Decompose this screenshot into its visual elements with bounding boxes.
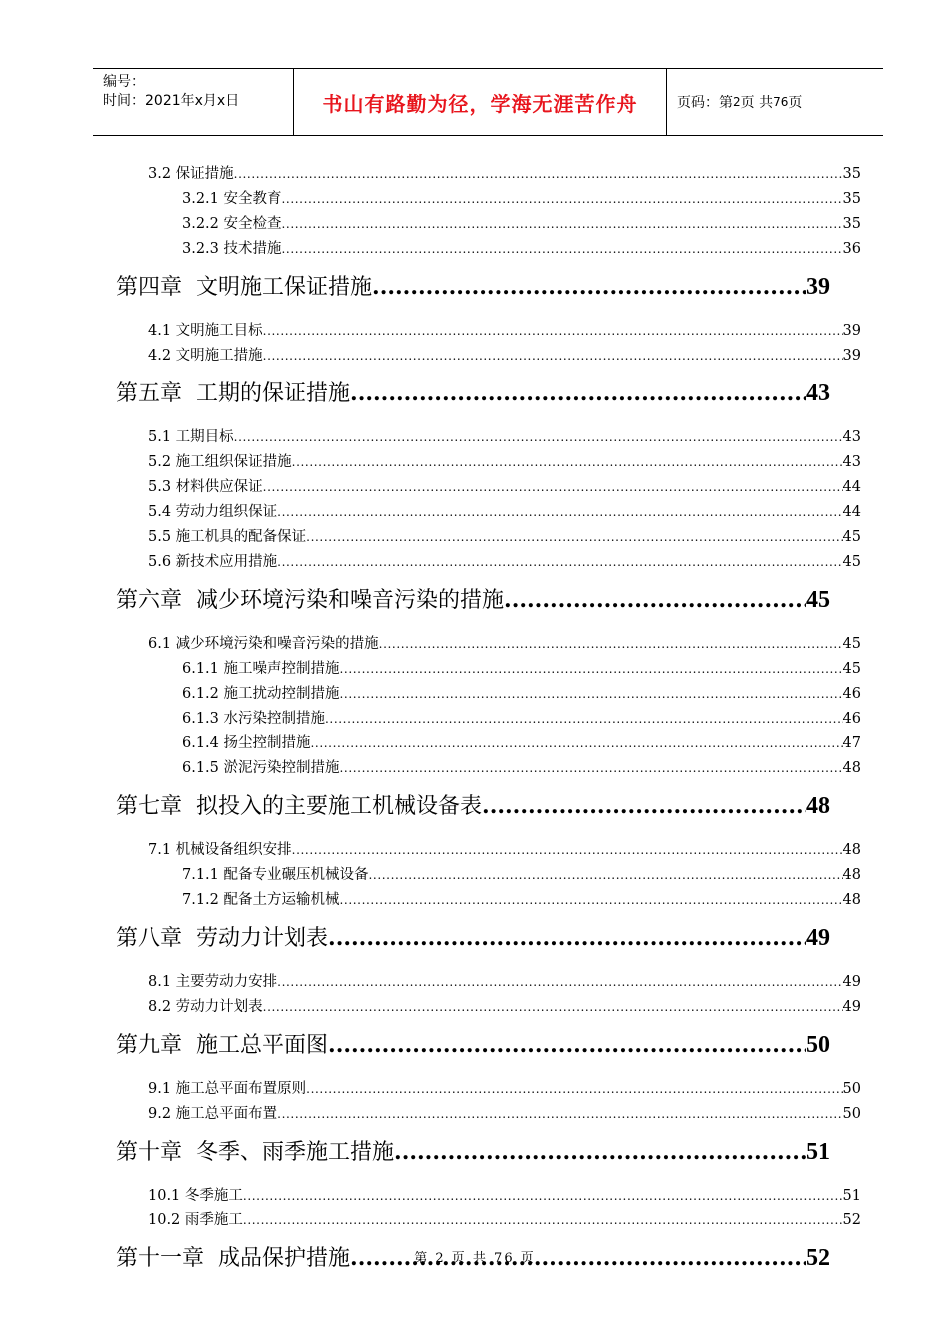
toc-dot-leader <box>282 192 843 206</box>
toc-entry-title: 7.1 机械设备组织安排 <box>148 842 292 859</box>
toc-entry-title: 3.2.2 安全检查 <box>182 215 282 232</box>
toc-page-number: 48 <box>842 867 861 884</box>
toc-entry-title: 3.2.1 安全教育 <box>182 190 282 207</box>
toc-page-number: 45 <box>842 553 861 570</box>
toc-page-number: 39 <box>806 273 830 300</box>
toc-page-number: 45 <box>842 660 861 677</box>
toc-chapter-number: 第九章 <box>116 1032 183 1058</box>
toc-entry[interactable] <box>182 863 861 883</box>
toc-entry-title: 5.1 工期目标 <box>148 429 234 446</box>
toc-chapter-number: 第七章 <box>116 794 183 820</box>
toc-entry[interactable] <box>182 212 861 232</box>
toc-entry-title: 6.1.2 施工扰动控制措施 <box>182 685 340 702</box>
toc-chapter-title: 劳动力计划表 <box>196 925 329 951</box>
toc-entry[interactable] <box>148 550 861 570</box>
toc-entry-title: 8.2 劳动力计划表 <box>148 998 263 1015</box>
toc-dot-leader <box>282 242 843 256</box>
toc-dot-leader <box>325 712 843 726</box>
toc-dot-leader <box>394 1139 806 1165</box>
toc-page-number: 43 <box>842 429 861 446</box>
toc-entry-title: 5.4 劳动力组织保证 <box>148 504 278 521</box>
toc-page-number: 50 <box>842 1105 861 1122</box>
toc-entry-title: 10.1 冬季施工 <box>148 1187 243 1204</box>
toc-page-number: 52 <box>806 1245 830 1272</box>
toc-chapter-title: 成品保护措施 <box>218 1246 351 1272</box>
toc-entry[interactable] <box>182 731 861 751</box>
toc-chapter-title: 减少环境污染和噪音污染的措施 <box>196 587 505 613</box>
page-label: 页码：第 <box>677 95 733 111</box>
toc-chapter-number: 第六章 <box>116 587 183 613</box>
toc-page-number: 50 <box>806 1031 830 1058</box>
toc-chapter-number: 第四章 <box>116 274 183 300</box>
toc-entry[interactable] <box>148 1077 861 1097</box>
header-page-info <box>667 69 883 135</box>
toc-entry[interactable] <box>148 500 861 520</box>
toc-entry[interactable] <box>148 995 861 1015</box>
toc-dot-leader <box>340 893 843 907</box>
toc-dot-leader <box>263 349 843 363</box>
toc-page-number: 49 <box>806 924 830 951</box>
toc-page-number: 35 <box>842 166 861 182</box>
toc-chapter-title: 工期的保证措施 <box>196 381 351 407</box>
toc-entry[interactable] <box>182 657 861 677</box>
toc-dot-leader <box>263 324 843 338</box>
toc-entry[interactable] <box>148 1102 861 1122</box>
toc-entry-title <box>116 789 482 819</box>
toc-entry[interactable] <box>148 162 861 182</box>
toc-page-number: 35 <box>842 215 861 232</box>
toc-dot-leader <box>504 587 806 613</box>
toc-dot-leader <box>277 505 842 519</box>
toc-entry-title: 3.2 保证措施 <box>148 166 234 182</box>
toc-entry[interactable] <box>148 838 861 858</box>
toc-dot-leader <box>243 1189 843 1203</box>
toc-dot-leader <box>243 1213 843 1227</box>
toc-entry[interactable] <box>182 888 861 908</box>
toc-entry-title: 7.1.1 配备专业碾压机械设备 <box>182 867 369 884</box>
toc-entry[interactable] <box>148 970 861 990</box>
toc-entry-title: 6.1.5 淤泥污染控制措施 <box>182 760 340 777</box>
toc-page-number: 48 <box>842 842 861 859</box>
toc-page-number: 39 <box>842 347 861 364</box>
toc-entry-title <box>116 583 504 613</box>
toc-dot-leader <box>311 736 843 750</box>
toc-dot-leader <box>369 868 843 882</box>
toc-page-number: 51 <box>806 1138 830 1165</box>
toc-dot-leader <box>328 1032 806 1058</box>
toc-page-number: 43 <box>842 454 861 471</box>
toc-entry-title: 10.2 雨季施工 <box>148 1212 243 1229</box>
toc-entry[interactable] <box>116 789 830 819</box>
toc-page-number: 49 <box>842 973 861 990</box>
toc-entry[interactable] <box>148 344 861 364</box>
toc-page-number: 45 <box>842 635 861 652</box>
toc-dot-leader <box>306 530 842 544</box>
toc-entry-title <box>116 1028 328 1058</box>
toc-page-number: 49 <box>842 998 861 1015</box>
toc-entry-title: 4.1 文明施工目标 <box>148 322 263 339</box>
toc-page-number: 51 <box>842 1187 861 1204</box>
toc-page-number: 50 <box>842 1080 861 1097</box>
toc-page-number: 45 <box>842 529 861 545</box>
toc-page-number: 48 <box>842 760 861 777</box>
toc-entry-title: 7.1.2 配备土方运输机械 <box>182 892 340 908</box>
header-meta <box>93 69 294 135</box>
toc-dot-leader <box>263 480 843 494</box>
toc-dot-leader <box>292 455 843 469</box>
toc-entry-title <box>116 1135 394 1165</box>
toc-dot-leader <box>277 555 842 569</box>
toc-dot-leader <box>282 217 843 231</box>
toc-entry-title: 5.5 施工机具的配备保证 <box>148 529 307 545</box>
toc-entry-title: 5.2 施工组织保证措施 <box>148 454 292 471</box>
toc-entry-title <box>116 921 328 951</box>
toc-entry-title: 5.3 材料供应保证 <box>148 479 263 496</box>
toc-entry[interactable] <box>116 921 830 951</box>
toc-dot-leader <box>482 793 806 819</box>
toc-entry-title: 6.1.1 施工噪声控制措施 <box>182 660 340 677</box>
toc-entry-title: 6.1 减少环境污染和噪音污染的措施 <box>148 635 379 652</box>
toc-entry-title: 9.2 施工总平面布置 <box>148 1105 278 1122</box>
toc-entry[interactable] <box>148 1208 861 1228</box>
toc-page-number: 44 <box>842 504 861 521</box>
toc-entry[interactable] <box>182 187 861 207</box>
toc-dot-leader <box>372 274 806 300</box>
toc-chapter-number: 第八章 <box>116 925 183 951</box>
toc-page-number: 52 <box>842 1212 861 1229</box>
toc-entry-title <box>116 376 350 406</box>
toc-chapter-number: 第十章 <box>116 1139 183 1165</box>
toc-page-number: 48 <box>806 793 830 820</box>
document-header <box>93 68 883 136</box>
toc-entry-title: 5.6 新技术应用措施 <box>148 553 278 570</box>
toc-dot-leader <box>350 380 806 406</box>
toc-page-number: 47 <box>842 735 861 752</box>
toc-entry[interactable] <box>148 450 861 470</box>
toc-dot-leader <box>263 1000 843 1014</box>
toc-entry[interactable] <box>148 632 861 652</box>
toc-page-number: 45 <box>806 586 830 613</box>
page-number: 2 <box>733 95 741 109</box>
toc-page-number: 39 <box>842 322 861 339</box>
toc-chapter-title: 文明施工保证措施 <box>196 274 373 300</box>
toc-page-number: 36 <box>842 240 861 257</box>
toc-chapter-title: 冬季、雨季施工措施 <box>196 1139 395 1165</box>
toc-entry-title: 4.2 文明施工措施 <box>148 347 263 364</box>
toc-dot-leader <box>328 925 806 951</box>
toc-entry[interactable] <box>148 525 861 545</box>
toc-entry[interactable] <box>116 583 830 613</box>
toc-entry[interactable] <box>182 237 861 257</box>
toc-entry-title <box>116 270 372 300</box>
toc-entry[interactable] <box>148 475 861 495</box>
toc-page-number: 44 <box>842 479 861 496</box>
toc-entry-title: 3.2.3 技术措施 <box>182 240 282 257</box>
toc-dot-leader <box>379 637 843 651</box>
toc-dot-leader <box>234 430 843 444</box>
time-label: 时间：2021年x月x日 <box>103 93 240 109</box>
toc-chapter-title: 拟投入的主要施工机械设备表 <box>196 794 483 820</box>
toc-chapter-title: 施工总平面图 <box>196 1032 329 1058</box>
toc-page-number: 48 <box>842 892 861 908</box>
toc-page-number: 43 <box>806 380 830 407</box>
toc-entry-title: 6.1.4 扬尘控制措施 <box>182 735 311 752</box>
toc-chapter-number: 第十一章 <box>116 1246 205 1272</box>
toc-entry-title: 9.1 施工总平面布置原则 <box>148 1080 307 1097</box>
code-label: 编号： <box>103 74 145 90</box>
toc-chapter-number: 第五章 <box>116 381 183 407</box>
toc-entry[interactable] <box>148 1184 861 1204</box>
toc-entry[interactable] <box>116 1135 830 1165</box>
toc-page-number: 35 <box>842 190 861 207</box>
toc-entry[interactable] <box>182 682 861 702</box>
toc-page-number: 46 <box>842 685 861 702</box>
toc-entry[interactable] <box>116 376 830 406</box>
toc-dot-leader <box>277 975 842 989</box>
toc-entry[interactable] <box>116 1028 830 1058</box>
toc-entry[interactable] <box>182 707 861 727</box>
toc-dot-leader <box>340 687 843 701</box>
toc-dot-leader <box>340 761 843 775</box>
header-motto: 书山有路勤为径，学海无涯苦作舟 <box>294 69 667 135</box>
toc-entry[interactable] <box>116 270 830 300</box>
page-mid: 页 共 <box>740 95 774 111</box>
page-end: 页 <box>788 95 803 111</box>
toc-dot-leader <box>340 662 843 676</box>
toc-dot-leader <box>306 1082 842 1096</box>
toc-dot-leader <box>277 1107 842 1121</box>
toc-entry[interactable] <box>182 756 861 776</box>
toc-dot-leader <box>234 167 843 181</box>
toc-entry-title: 6.1.3 水污染控制措施 <box>182 710 326 727</box>
toc-entry[interactable] <box>148 425 861 445</box>
page-footer: 第 2 页 共 76 页 <box>414 1251 536 1266</box>
toc-entry-title: 8.1 主要劳动力安排 <box>148 973 278 990</box>
toc-page-number: 46 <box>842 710 861 727</box>
toc-dot-leader <box>292 843 843 857</box>
toc-entry[interactable] <box>148 319 861 339</box>
page-total: 76 <box>773 95 789 109</box>
